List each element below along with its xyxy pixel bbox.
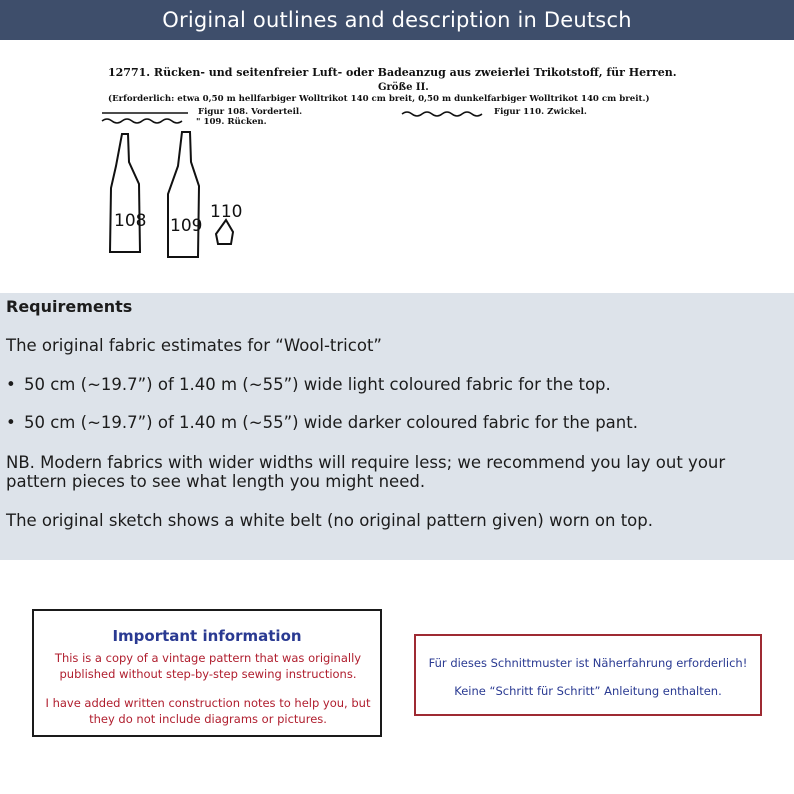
- info-paragraph-1: This is a copy of a vintage pattern that was originally published without step-by-step sewing instructions.: [54, 651, 362, 681]
- info-paragraph-2: I have added written construction notes to help you, but they do not include diagrams or pictures.: [45, 696, 371, 726]
- bullet-dot: •: [6, 413, 16, 432]
- piece-110-label: 110: [210, 202, 243, 222]
- requirements-belt: The original sketch shows a white belt (no original pattern given) worn on top.: [6, 511, 653, 530]
- sketch-title: 12771. Rücken- und seitenfreier Luft- oder Badeanzug aus zweierlei Trikotstoff, für Herren.: [108, 66, 677, 79]
- bullet-dot: •: [6, 375, 16, 394]
- page-header: [0, 0, 794, 40]
- german-notice-box: [414, 634, 762, 716]
- pattern-sketch: [100, 62, 700, 277]
- requirements-intro: The original fabric estimates for “Wool-tricot”: [6, 336, 382, 355]
- german-notice-line-2: Keine “Schritt für Schritt” Anleitung enthalten.: [454, 684, 722, 698]
- requirements-section: [0, 293, 794, 560]
- header-title: Original outlines and description in Deutsch: [162, 8, 632, 32]
- pattern-outlines: [100, 62, 700, 277]
- sketch-figure-109: " 109. Rücken.: [196, 117, 267, 127]
- info-title: Important information: [112, 627, 302, 645]
- requirements-bullet-dark: 50 cm (~19.7”) of 1.40 m (~55”) wide darker coloured fabric for the pant.: [24, 413, 638, 432]
- piece-110-outline: [216, 220, 233, 244]
- sketch-size: Größe II.: [378, 82, 429, 93]
- piece-109-label: 109: [170, 216, 203, 236]
- requirements-bullet-light: 50 cm (~19.7”) of 1.40 m (~55”) wide light coloured fabric for the top.: [24, 375, 611, 394]
- german-notice-line-1: Für dieses Schnittmuster ist Näherfahrung erforderlich!: [428, 656, 748, 670]
- sketch-requirements: (Erforderlich: etwa 0,50 m hellfarbiger Wolltrikot 140 cm breit, 0,50 m dunkelfarbiger Wolltrikot 140 cm breit.): [108, 94, 650, 104]
- piece-108-label: 108: [114, 211, 147, 231]
- piece-109-outline: [168, 132, 199, 257]
- sketch-figure-108: Figur 108. Vorderteil.: [198, 107, 303, 117]
- important-info-box: [32, 609, 382, 737]
- pattern-symbols: [102, 112, 482, 123]
- sketch-figure-110: Figur 110. Zwickel.: [494, 107, 587, 117]
- requirements-title: Requirements: [6, 297, 133, 316]
- piece-108-outline: [110, 134, 140, 252]
- requirements-note: NB. Modern fabrics with wider widths will require less; we recommend you lay out your pattern pieces to see what length you might need.: [6, 453, 726, 491]
